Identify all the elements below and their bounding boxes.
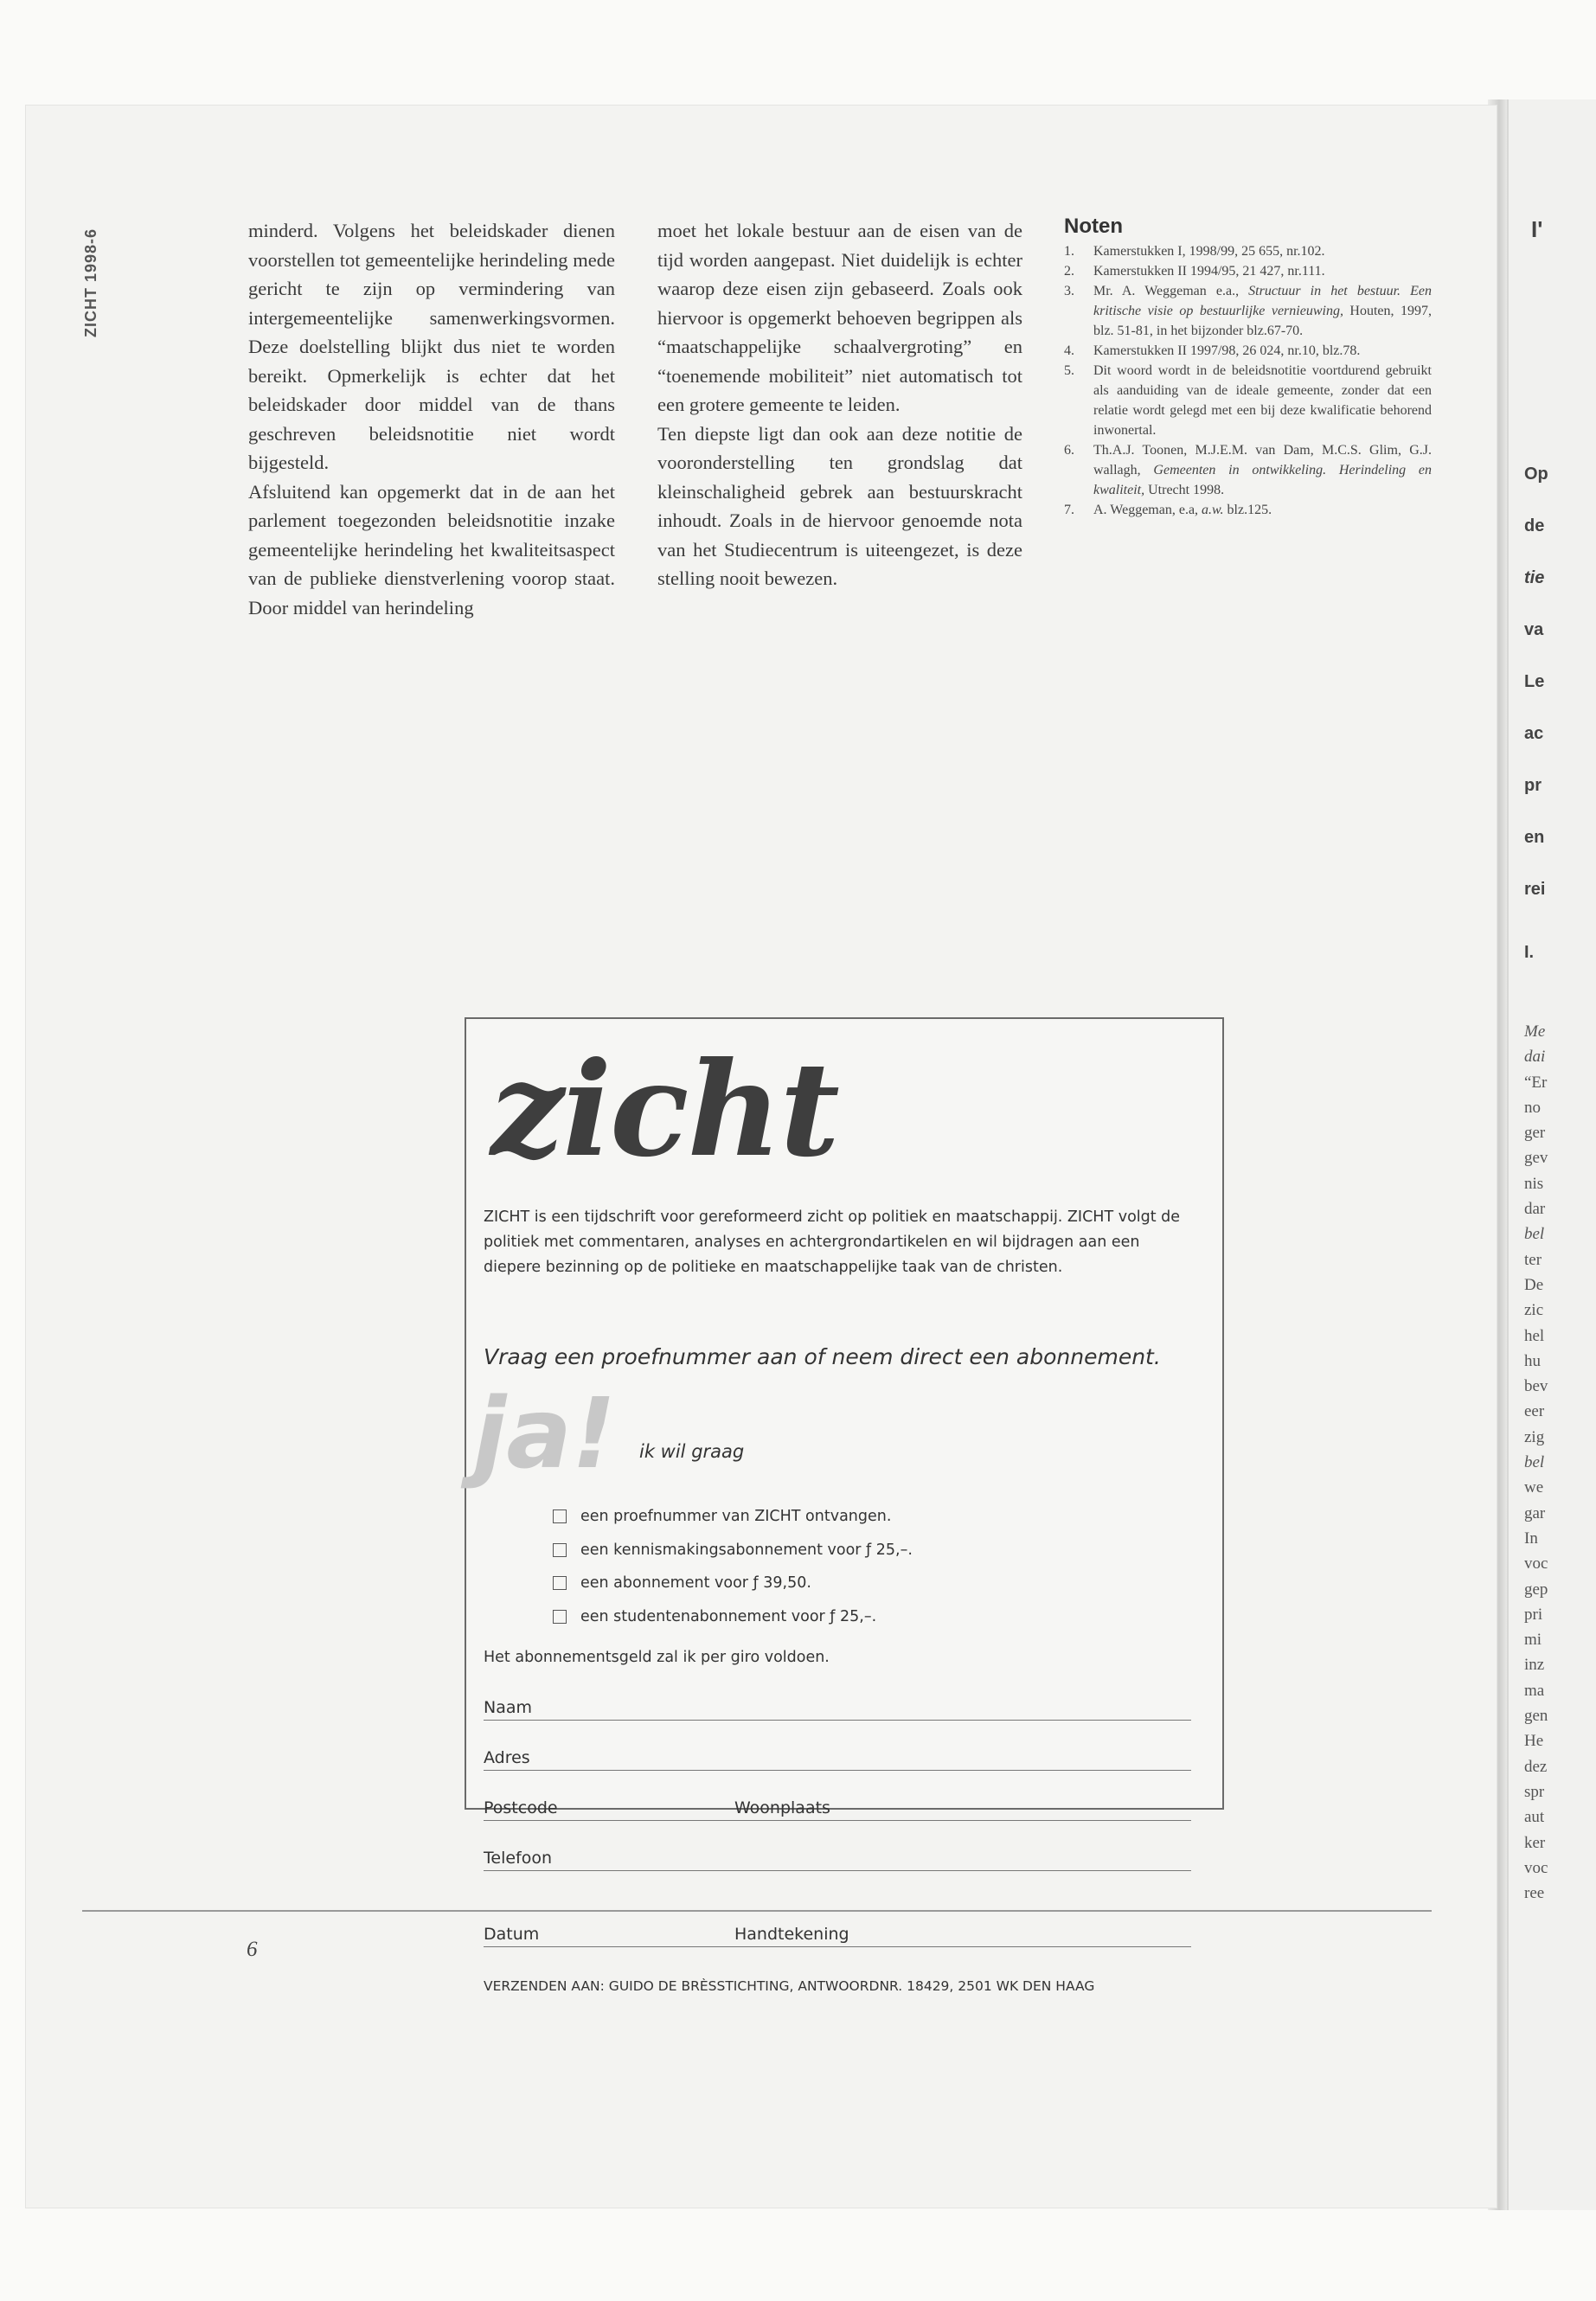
paragraph: moet het lokale bestuur aan de eisen van de tijd worden aangepast. Niet duidelijk is echter waarop deze eisen zijn gebaseerd. Zoals ook hiervoor is opgemerkt behoeven begrippen als “maatschappelijke schaalvergroting” en “toenemende mobiliteit” niet automatisch tot een grotere gemeente te leiden.	[657, 220, 1022, 415]
checkbox[interactable]	[553, 1610, 567, 1624]
right-page-intro-fragments: Op de tie va Le ac pr en rei	[1524, 465, 1548, 899]
note-item: 7. A. Weggeman, e.a, a.w. blz.125.	[1064, 503, 1272, 517]
checkbox[interactable]	[553, 1576, 567, 1590]
datum-field[interactable]: Datum Handtekening	[484, 1920, 1191, 1947]
paragraph: Afsluitend kan opgemerkt dat in de aan het parlement toegezonden beleidsnotitie inzake gemeentelijke herindeling het kwaliteitsaspect van de publieke dienstverlening voorop staat. Door middel van herindeling	[248, 480, 615, 619]
ik-wil-graag-label: ik wil graag	[639, 1441, 745, 1462]
note-item: 6. Th.A.J. Toonen, M.J.E.M. van Dam, M.C.S. Glim, G.J. wallagh, Gemeenten in ontwikkeling. Herindeling en kwaliteit, Utrecht 1998.	[1064, 443, 1432, 497]
mailing-address: VERZENDEN AAN: GUIDO DE BRÈSSTICHTING, ANTWOORDNR. 18429, 2501 WK DEN HAAG	[484, 1978, 1095, 1994]
note-item: 3. Mr. A. Weggeman e.a., Structuur in het bestuur. Een kritische visie op bestuurlijke vernieuwing, Houten, 1997, blz. 51-81, in het bijzonder blz.67-70.	[1064, 284, 1433, 338]
note-item: 2. Kamerstukken II 1994/95, 21 427, nr.111.	[1064, 264, 1325, 279]
giro-note: Het abonnementsgeld zal ik per giro voldoen.	[484, 1649, 830, 1666]
ja-graphic: ja!	[473, 1378, 617, 1490]
option-abonnement[interactable]: een abonnement voor ƒ 39,50.	[553, 1567, 913, 1600]
note-item: 4. Kamerstukken II 1997/98, 26 024, nr.10, blz.78.	[1064, 343, 1361, 358]
coupon-intro: ZICHT is een tijdschrift voor gereformeerd zicht op politiek en maatschappij. ZICHT volgt de politiek met commentaren, analyses en achtergrondartikelen en wil bijdragen aan een diepere bezinning op de politieke en maatschappelijke taak van de christen.	[484, 1208, 1181, 1276]
zicht-logo: zicht	[490, 1034, 838, 1186]
subscription-options	[553, 1500, 913, 1633]
option-kennismaking[interactable]: een kennismakingsabonnement voor ƒ 25,–.	[553, 1534, 913, 1567]
right-page-title-fragment: I'	[1531, 216, 1543, 242]
note-item: 5. Dit woord wordt in de beleidsnotitie voortdurend gebruikt als aanduiding van de ideale gemeente, zonder dat een relatie wordt gelegd met een bij deze kwalificatie behorend inwonertal.	[1064, 363, 1432, 438]
postcode-field[interactable]: Postcode Woonplaats	[484, 1794, 1191, 1821]
text-column-2	[657, 216, 1022, 593]
paragraph: minderd. Volgens het beleidskader dienen voorstellen tot gemeentelijke herindeling mede gericht te zijn op vermindering van intergemeentelijke samenwerkingsvormen. Deze doelstelling blijkt dus niet te worden bereikt. Opmerkelijk is echter dat het beleidskader door middel van de thans geschreven beleidsnotitie niet wordt bijgesteld.	[248, 220, 615, 473]
adres-field[interactable]: Adres	[484, 1744, 1191, 1771]
notes-section	[1064, 216, 1432, 520]
running-head: ZICHT 1998-6	[82, 228, 99, 337]
checkbox[interactable]	[553, 1543, 567, 1557]
right-page-body-fragments: Me dai “Er no ger gev nis dar bel ter De zic hel hu bev eer zig bel we gar In voc gep pri mi inz ma gen He dez spr aut ker voc ree	[1524, 1022, 1548, 1903]
option-studenten[interactable]: een studentenabonnement voor ƒ 25,–.	[553, 1600, 913, 1634]
coupon-call-to-action: Vraag een proefnummer aan of neem direct een abonnement.	[484, 1344, 1161, 1369]
note-item: 1. Kamerstukken I, 1998/99, 25 655, nr.102.	[1064, 244, 1325, 259]
paragraph: Ten diepste ligt dan ook aan deze notitie de vooronderstelling ten grondslag dat kleinschaligheid gebrek aan bestuurskracht inhoudt. Zoals in de hiervoor genoemde nota van het Studiecentrum is uiteengezet, is deze stelling nooit bewezen.	[657, 422, 1022, 589]
text-column-1	[248, 216, 615, 622]
right-page	[1507, 99, 1596, 2210]
subscription-coupon	[465, 1017, 1224, 1994]
right-page-section-number: I.	[1524, 943, 1535, 962]
telefoon-field[interactable]: Telefoon	[484, 1844, 1191, 1871]
checkbox[interactable]	[553, 1509, 567, 1523]
naam-field[interactable]: Naam	[484, 1694, 1191, 1721]
option-proefnummer[interactable]: een proefnummer van ZICHT ontvangen.	[553, 1500, 913, 1534]
footer-rule	[82, 1910, 1432, 1912]
notes-title: Noten	[1064, 215, 1123, 238]
page-number: 6	[247, 1938, 258, 1961]
